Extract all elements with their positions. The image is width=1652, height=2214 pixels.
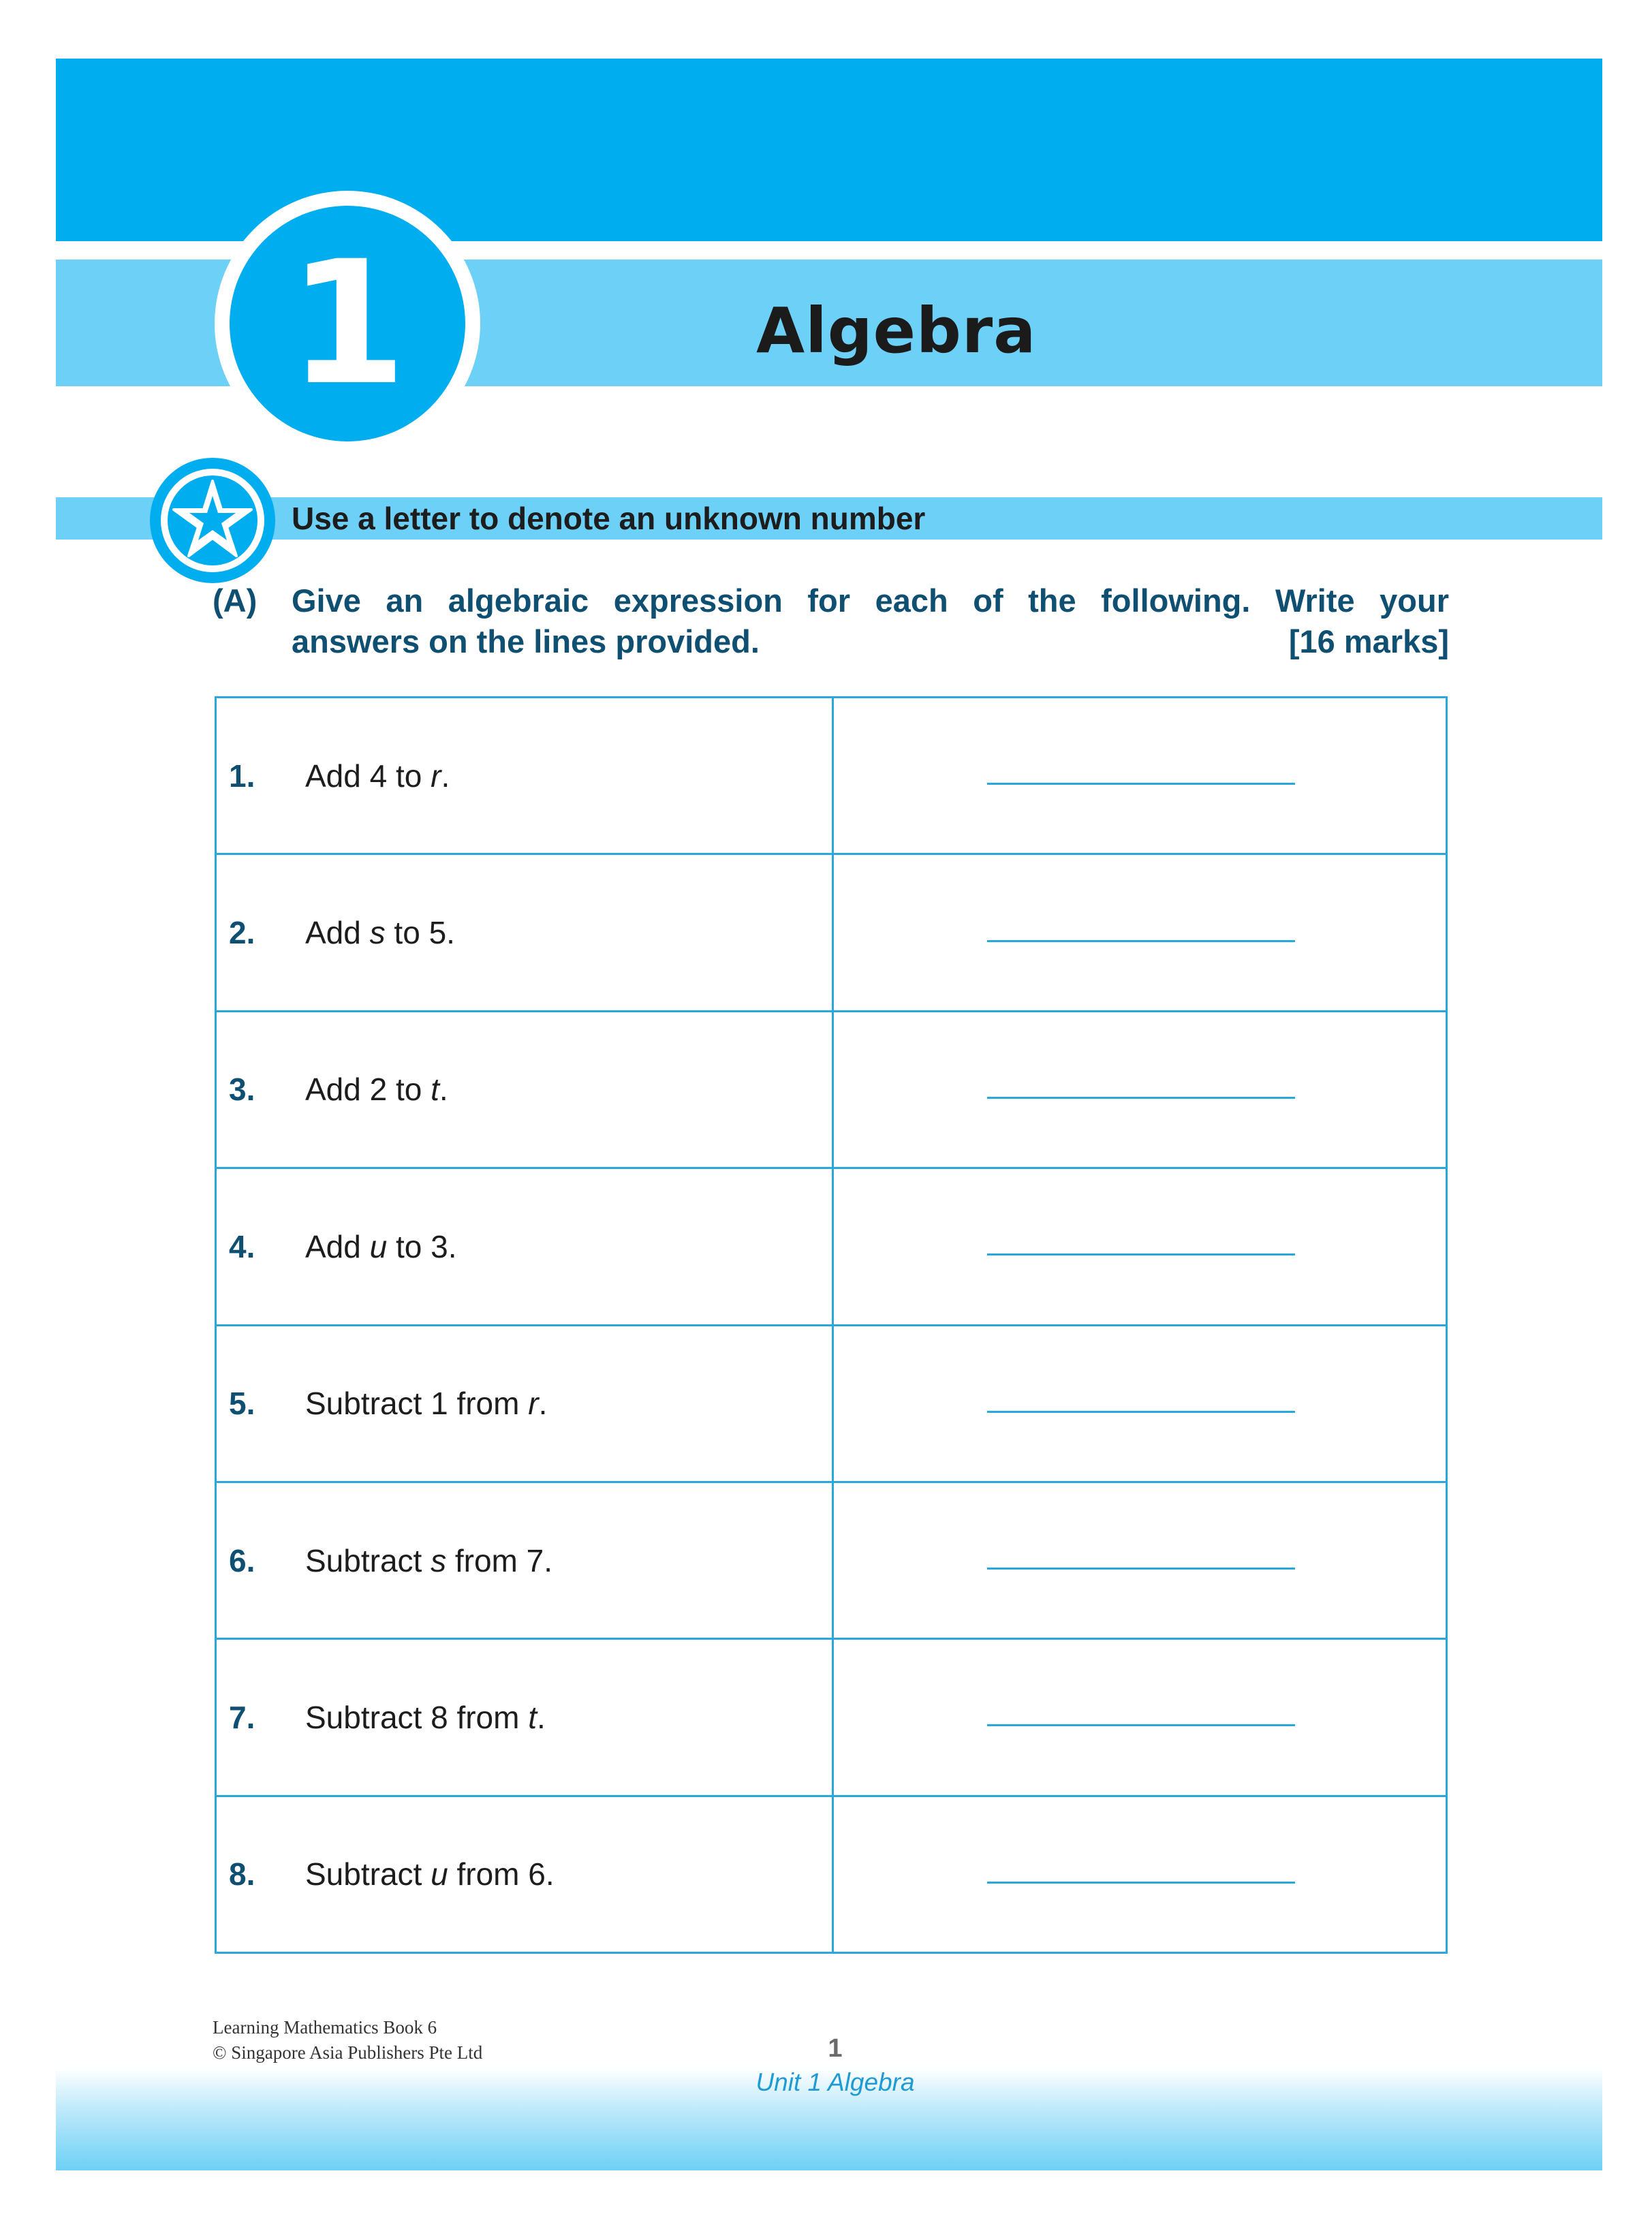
- answer-cell[interactable]: [833, 1482, 1447, 1638]
- question-cell: [216, 854, 833, 1011]
- answer-cell[interactable]: [833, 1325, 1447, 1482]
- chapter-badge: [215, 191, 480, 456]
- variable: u: [369, 1228, 388, 1264]
- answer-line[interactable]: [987, 1411, 1295, 1413]
- variable: t: [431, 1072, 439, 1108]
- question-number: 1.: [229, 758, 255, 794]
- answer-line[interactable]: [987, 1724, 1295, 1726]
- question-row: [216, 1325, 1447, 1482]
- variable: r: [528, 1386, 539, 1422]
- question-number: 8.: [229, 1856, 255, 1892]
- question-number: 6.: [229, 1542, 255, 1578]
- question-row: [216, 1168, 1447, 1325]
- publisher: © Singapore Asia Publishers Pte Ltd: [213, 2042, 483, 2063]
- question-number: 3.: [229, 1072, 255, 1108]
- question-row: [216, 698, 1447, 854]
- book-title: Learning Mathematics Book 6: [213, 2017, 437, 2038]
- star-icon: [150, 458, 275, 583]
- instruction-line-2: answers on the lines provided.: [292, 623, 760, 659]
- question-text: Subtract s from 7.: [305, 1542, 553, 1578]
- variable: s: [431, 1542, 447, 1578]
- question-text: Subtract 8 from t.: [305, 1699, 546, 1735]
- question-text: Add s to 5.: [305, 915, 455, 951]
- variable: s: [369, 915, 386, 951]
- question-cell: [216, 1796, 833, 1952]
- answer-cell[interactable]: [833, 1796, 1447, 1952]
- answer-line[interactable]: [987, 783, 1295, 785]
- answer-cell[interactable]: [833, 1168, 1447, 1325]
- answer-line[interactable]: [987, 1882, 1295, 1884]
- answer-cell[interactable]: [833, 698, 1447, 854]
- variable: u: [431, 1856, 448, 1892]
- variable: t: [528, 1699, 537, 1735]
- question-text: Subtract u from 6.: [305, 1856, 555, 1892]
- question-number: 7.: [229, 1699, 255, 1735]
- part-label: (A): [213, 582, 258, 619]
- question-text: Subtract 1 from r.: [305, 1386, 548, 1422]
- answer-cell[interactable]: [833, 1639, 1447, 1796]
- marks-label: [16 marks]: [1288, 623, 1449, 659]
- variable: r: [431, 758, 441, 794]
- unit-label: Unit 1 Algebra: [755, 2068, 915, 2096]
- questions-table: [215, 696, 1448, 1954]
- answer-line[interactable]: [987, 1568, 1295, 1570]
- question-cell: [216, 1168, 833, 1325]
- question-row: [216, 1796, 1447, 1952]
- footer-book-info: [213, 2015, 482, 2065]
- question-row: [216, 854, 1447, 1011]
- answer-cell[interactable]: [833, 1011, 1447, 1168]
- question-number: 4.: [229, 1228, 255, 1264]
- question-number: 5.: [229, 1386, 255, 1422]
- answer-line[interactable]: [987, 1097, 1295, 1099]
- question-number: 2.: [229, 915, 255, 951]
- question-cell: [216, 1639, 833, 1796]
- question-cell: [216, 698, 833, 854]
- question-cell: [216, 1011, 833, 1168]
- question-text: Add u to 3.: [305, 1228, 457, 1264]
- answer-cell[interactable]: [833, 854, 1447, 1011]
- answer-line[interactable]: [987, 1253, 1295, 1256]
- instruction-line-1: Give an algebraic expression for each of the following. Write your: [292, 582, 1449, 619]
- question-cell: [216, 1325, 833, 1482]
- question-row: [216, 1482, 1447, 1638]
- answer-line[interactable]: [987, 940, 1295, 942]
- chapter-number: 1: [230, 206, 465, 441]
- section-title: Use a letter to denote an unknown number: [292, 501, 926, 536]
- question-row: [216, 1011, 1447, 1168]
- question-text: Add 2 to t.: [305, 1072, 448, 1108]
- question-text: Add 4 to r.: [305, 758, 450, 794]
- question-cell: [216, 1482, 833, 1638]
- question-row: [216, 1639, 1447, 1796]
- chapter-title: Algebra: [756, 294, 1037, 367]
- page-number: 1: [828, 2034, 843, 2063]
